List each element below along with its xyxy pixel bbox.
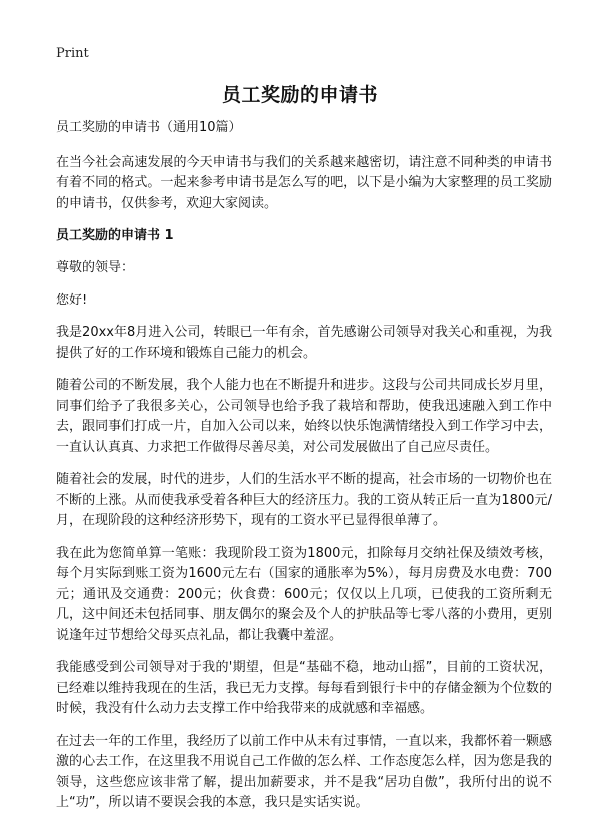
body-paragraph: 我是20xx年8月进入公司，转眼已一年有余，首先感谢公司领导对我关心和重视，为我提供了好的工作环境和锻炼自己能力的机会。 xyxy=(56,325,552,361)
body-paragraph: 我在此为您简单算一笔账：我现阶段工资为1800元，扣除每月交纳社保及绩效考核，每个月实际到账工资为1600元左右（国家的通胀率为5%），每月房费及水电费：700元；通讯及交通费：200元；伙食费：600元；仅仅以上几项，已使我的工资所剩无几，这中间还未包括同事、朋友偶尔的聚会及个人的护肤品等七零八落的小费用，更别说逢年过节想给父母买点礼品，都让我囊中羞涩。 xyxy=(56,545,552,643)
body-paragraph: 在过去一年的工作里，我经历了以前工作中从未有过事情，一直以来，我都怀着一颗感激的心去工作，在这里我不用说自己工作做的怎么样、工作态度怎么样，因为您是我的领导，这些您应该非常了解，提出加薪要求，并不是我“居功自傲”，我所付出的说不上“功”，所以请不要误会我的本意，我只是实话实说。 xyxy=(56,733,552,810)
greeting: 您好! xyxy=(56,292,88,308)
body-paragraph: 我能感受到公司领导对于我的'期望，但是“基础不稳，地动山摇”，目前的工资状况，已经难以维持我现在的生活，我已无力支撑。每每看到银行卡中的存储金额为个位数的时候，我没有什么动力去支撑工作中给我带来的成就感和幸福感。 xyxy=(56,660,552,716)
document-subtitle: 员工奖励的申请书（通用10篇） xyxy=(56,120,242,135)
intro-paragraph: 在当今社会高速发展的今天申请书与我们的关系越来越密切，请注意不同种类的申请书有着不同的格式。一起来参考申请书是怎么写的吧，以下是小编为大家整理的员工奖励的申请书，仅供参考，欢迎大家阅读。 xyxy=(56,154,552,211)
body-paragraph: 随着公司的不断发展，我个人能力也在不断提升和进步。这段与公司共同成长岁月里，同事们给予了我很多关心，公司领导也给予我了栽培和帮助，使我迅速融入到工作中去，跟同事们打成一片，自加入公司以来，始终以快乐饱满情绪投入到工作学习中去，一直认认真真、力求把工作做得尽善尽美，对公司发展做出了自己应尽责任。 xyxy=(56,378,552,455)
page-title: 员工奖励的申请书 xyxy=(221,84,378,106)
body-paragraph: 随着社会的发展，时代的进步，人们的生活水平不断的提高，社会市场的一切物价也在不断的上涨。从而使我承受着各种巨大的经济压力。我的工资从转正后一直为1800元/月，在现阶段的这种经济形势下，现有的工资水平已显得很单薄了。 xyxy=(56,472,552,528)
print-link[interactable]: Print xyxy=(56,46,89,61)
document-body xyxy=(56,118,552,826)
section-heading: 员工奖励的申请书 1 xyxy=(56,228,174,243)
salutation: 尊敬的领导： xyxy=(56,260,135,275)
